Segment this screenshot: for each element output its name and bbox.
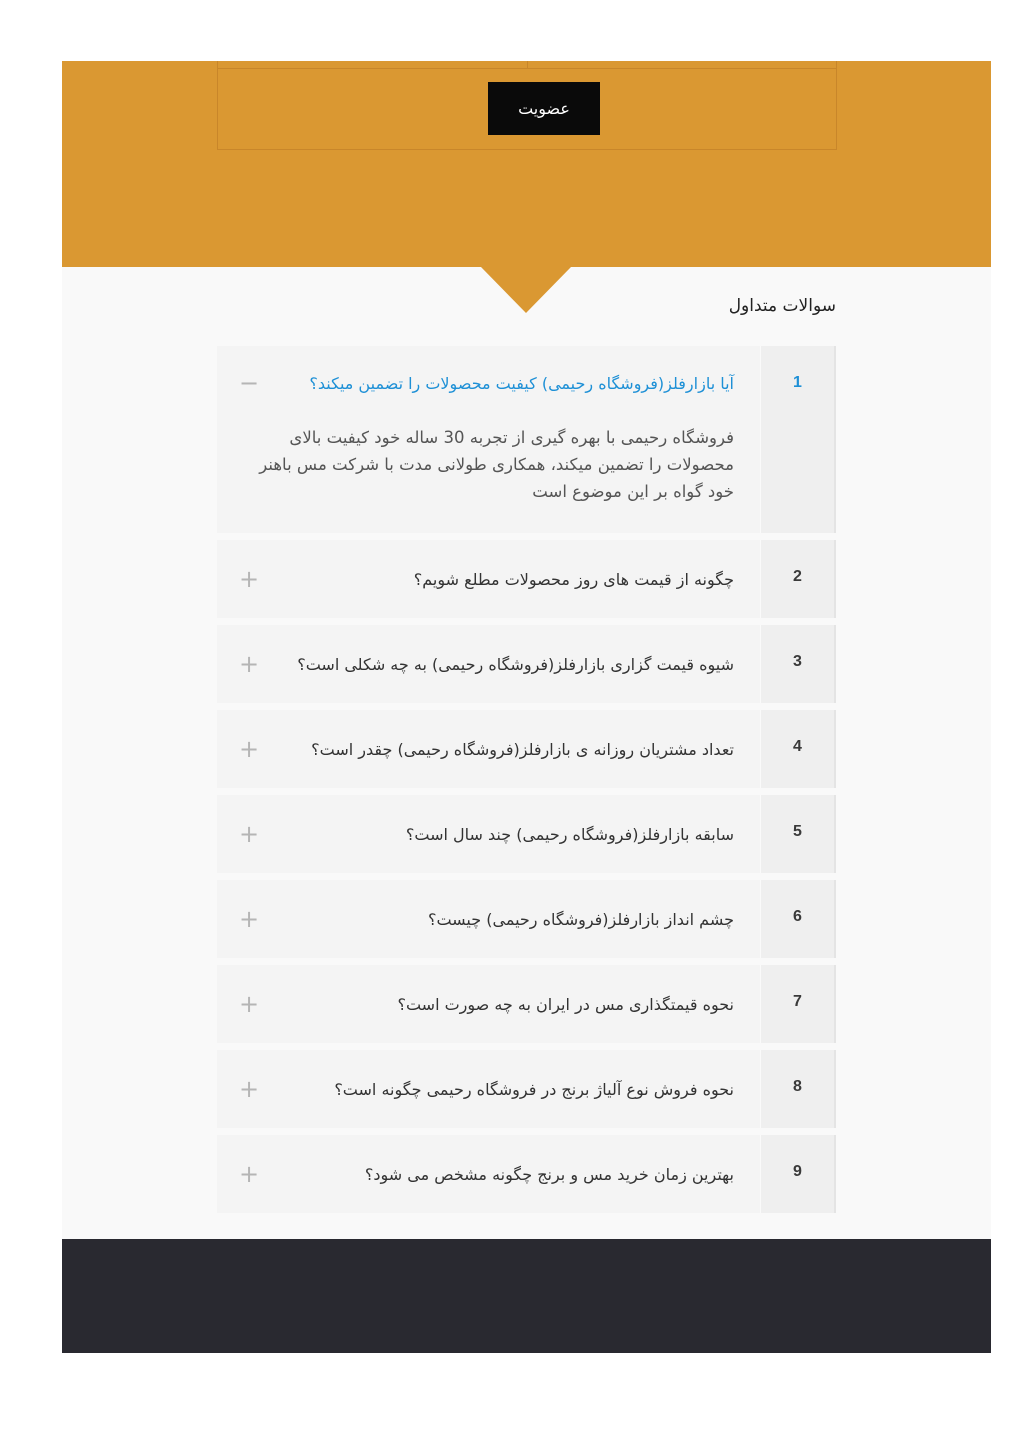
membership-banner — [62, 61, 991, 267]
faq-item-2[interactable] — [217, 540, 836, 618]
faq-number: 3 — [760, 625, 836, 703]
faq-item-9[interactable] — [217, 1135, 836, 1213]
faq-item-1[interactable] — [217, 346, 836, 533]
faq-question[interactable]: تعداد مشتریان روزانه ی بازارفلز(فروشگاه رحیمی) چقدر است؟ — [311, 739, 734, 759]
expand-icon[interactable]: + — [239, 735, 260, 763]
faq-body — [217, 540, 760, 618]
faq-body — [217, 1050, 760, 1128]
faq-number: 9 — [760, 1135, 836, 1213]
faq-body — [217, 710, 760, 788]
faq-number: 1 — [760, 346, 836, 533]
faq-question[interactable]: سابقه بازارفلز(فروشگاه رحیمی) چند سال است؟ — [405, 824, 734, 844]
faq-question-row[interactable] — [217, 880, 760, 958]
join-button[interactable]: عضویت — [488, 82, 600, 135]
page-footer — [62, 1239, 991, 1353]
faq-question-row[interactable] — [217, 540, 760, 618]
expand-icon[interactable]: + — [239, 905, 260, 933]
expand-icon[interactable]: + — [239, 565, 260, 593]
faq-question-row[interactable] — [217, 795, 760, 873]
faq-item-7[interactable] — [217, 965, 836, 1043]
faq-body — [217, 965, 760, 1043]
faq-question-row[interactable] — [217, 710, 760, 788]
expand-icon[interactable]: + — [239, 990, 260, 1018]
section-pointer-arrow — [481, 267, 571, 313]
faq-item-8[interactable] — [217, 1050, 836, 1128]
faq-question[interactable]: چشم انداز بازارفلز(فروشگاه رحیمی) چیست؟ — [427, 909, 734, 929]
expand-icon[interactable]: + — [239, 1075, 260, 1103]
faq-number: 8 — [760, 1050, 836, 1128]
faq-answer: فروشگاه رحیمی با بهره گیری از تجربه 30 ساله خود کیفیت بالای محصولات را تضمین میکند، همکاری طولانی مدت با شرکت مس باهنر خود گواه بر این موضوع است — [259, 428, 734, 501]
faq-item-3[interactable] — [217, 625, 836, 703]
faq-question-row[interactable] — [217, 625, 760, 703]
faq-item-6[interactable] — [217, 880, 836, 958]
expand-icon[interactable]: + — [239, 820, 260, 848]
faq-number: 2 — [760, 540, 836, 618]
faq-item-4[interactable] — [217, 710, 836, 788]
faq-question[interactable]: نحوه قیمتگذاری مس در ایران به چه صورت است؟ — [397, 994, 734, 1014]
faq-body — [217, 346, 760, 533]
faq-number: 6 — [760, 880, 836, 958]
faq-question-row[interactable] — [217, 1050, 760, 1128]
faq-question-row[interactable] — [217, 346, 760, 420]
faq-body — [217, 795, 760, 873]
faq-question-row[interactable] — [217, 965, 760, 1043]
faq-accordion — [217, 346, 836, 1220]
faq-question[interactable]: آیا بازارفلز(فروشگاه رحیمی) کیفیت محصولات را تضمین میکند؟ — [309, 373, 734, 393]
faq-question[interactable]: نحوه فروش نوع آلیاژ برنج در فروشگاه رحیمی چگونه است؟ — [334, 1079, 734, 1099]
faq-question[interactable]: چگونه از قیمت های روز محصولات مطلع شویم؟ — [413, 569, 734, 589]
faq-item-5[interactable] — [217, 795, 836, 873]
faq-number: 5 — [760, 795, 836, 873]
faq-heading: سوالات متداول — [728, 296, 836, 316]
expand-icon[interactable]: + — [239, 1160, 260, 1188]
collapse-icon[interactable]: − — [239, 369, 260, 397]
faq-question[interactable]: شیوه قیمت گزاری بازارفلز(فروشگاه رحیمی) به چه شکلی است؟ — [297, 654, 734, 674]
faq-number: 7 — [760, 965, 836, 1043]
expand-icon[interactable]: + — [239, 650, 260, 678]
faq-body — [217, 625, 760, 703]
faq-question-row[interactable] — [217, 1135, 760, 1213]
faq-number: 4 — [760, 710, 836, 788]
faq-question[interactable]: بهترین زمان خرید مس و برنج چگونه مشخص می شود؟ — [364, 1164, 734, 1184]
faq-body — [217, 1135, 760, 1213]
faq-body — [217, 880, 760, 958]
